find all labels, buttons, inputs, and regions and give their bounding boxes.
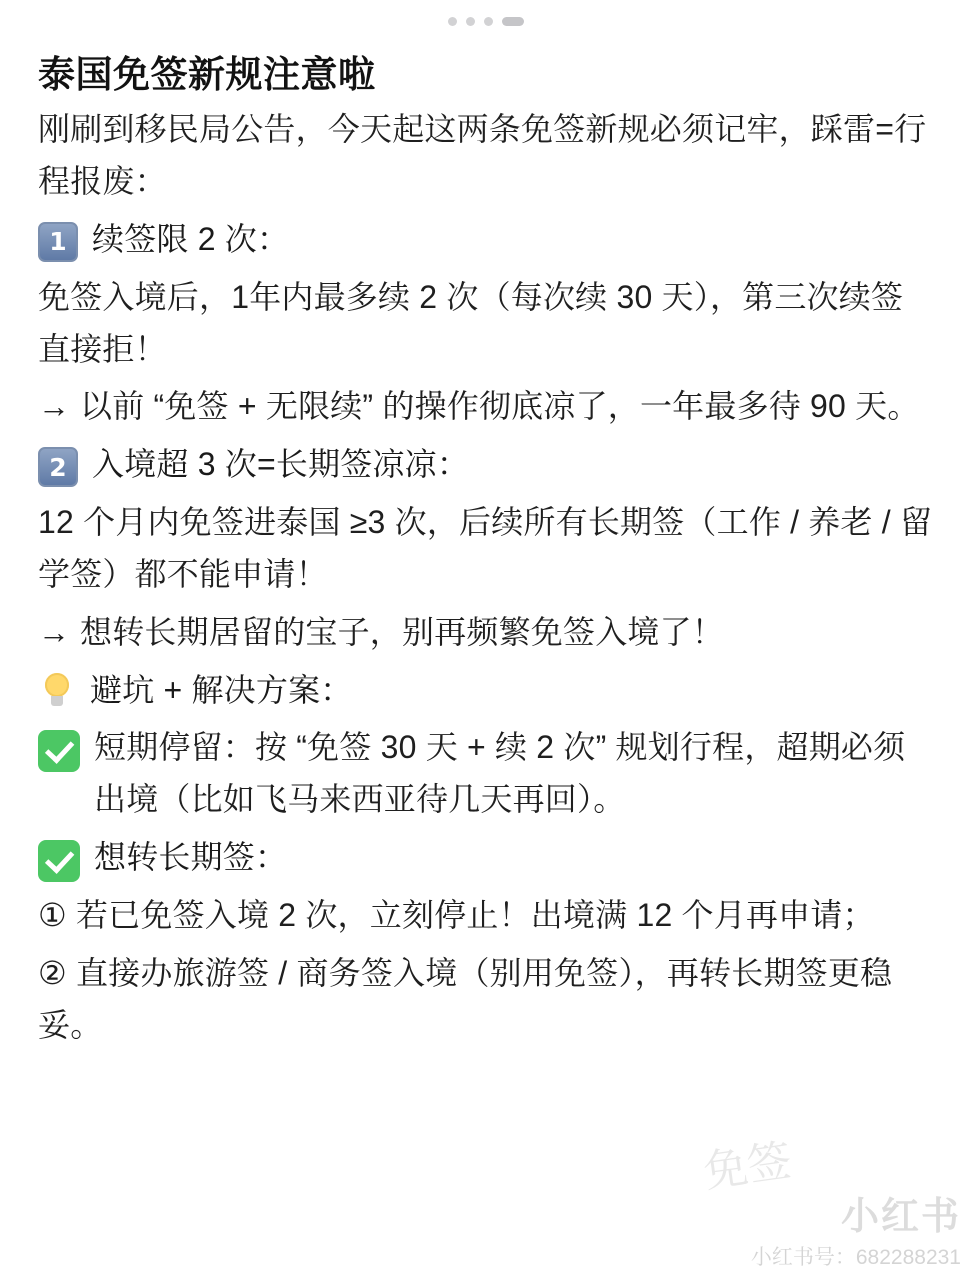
section-2-note-row [38, 607, 933, 659]
carousel-dot-active[interactable] [502, 17, 524, 26]
watermark-stamp: 免签 [700, 1136, 795, 1197]
tip-1-body: 按 “免签 30 天 + 续 2 次” 规划行程，超期必须出境（比如飞马来西亚待几天再回）。 [94, 729, 906, 818]
tip-1-text [94, 722, 933, 826]
section-2-body: 12 个月内免签进泰国 ≥3 次，后续所有长期签（工作 / 养老 / 留学签）都不能申请！ [38, 504, 933, 592]
arrow-right-icon: → [38, 388, 70, 425]
tip-2-item-2: ② 直接办旅游签 / 商务签入境（别用免签），再转长期签更稳妥。 [38, 954, 893, 1043]
check-mark-icon [38, 840, 80, 882]
tips-heading-row [38, 665, 933, 717]
carousel-dot[interactable] [448, 17, 457, 26]
section-1-note-row [38, 381, 933, 433]
section-1-body: 免签入境后，1年内最多续 2 次（每次续 30 天），第三次续签直接拒！ [38, 278, 904, 367]
tips-heading: 避坑 + 解决方案： [90, 671, 353, 708]
tip-2-heading-row [38, 832, 933, 884]
section-1-heading-row [38, 214, 933, 266]
watermark [751, 1192, 961, 1272]
section-2-heading: 入境超 3 次=长期签凉凉： [92, 446, 470, 483]
tip-2-item-1: ① 若已免签入境 2 次，立刻停止！出境满 12 个月再申请； [38, 896, 875, 933]
carousel-dot[interactable] [484, 17, 493, 26]
number-one-icon: 1 [38, 222, 78, 262]
check-mark-icon [38, 730, 80, 772]
intro-paragraph: 刚刷到移民局公告，今天起这两条免签新规必须记牢，踩雷=行程报废： [38, 111, 927, 200]
lightbulb-icon [38, 671, 78, 713]
section-2-note: 想转长期居留的宝子，别再频繁免签入境了！ [80, 613, 725, 650]
section-1-note: 以前 “免签 + 无限续” 的操作彻底凉了，一年最多待 90 天。 [80, 388, 920, 425]
tip-1-heading-row [38, 722, 933, 826]
page-title: 泰国免签新规注意啦 [38, 54, 376, 95]
section-1-heading: 续签限 2 次： [92, 220, 290, 257]
tip-1-heading: 短期停留： [94, 729, 256, 766]
watermark-brand: 小红书 [840, 1196, 961, 1239]
arrow-right-icon: → [38, 613, 70, 650]
section-2-heading-row [38, 439, 933, 491]
watermark-account: 小红书号：682288231 [750, 1245, 961, 1269]
carousel-dot[interactable] [466, 17, 475, 26]
tip-2-heading: 想转长期签： [94, 839, 288, 876]
carousel-indicator[interactable] [38, 0, 933, 34]
number-two-icon: 2 [38, 447, 78, 487]
